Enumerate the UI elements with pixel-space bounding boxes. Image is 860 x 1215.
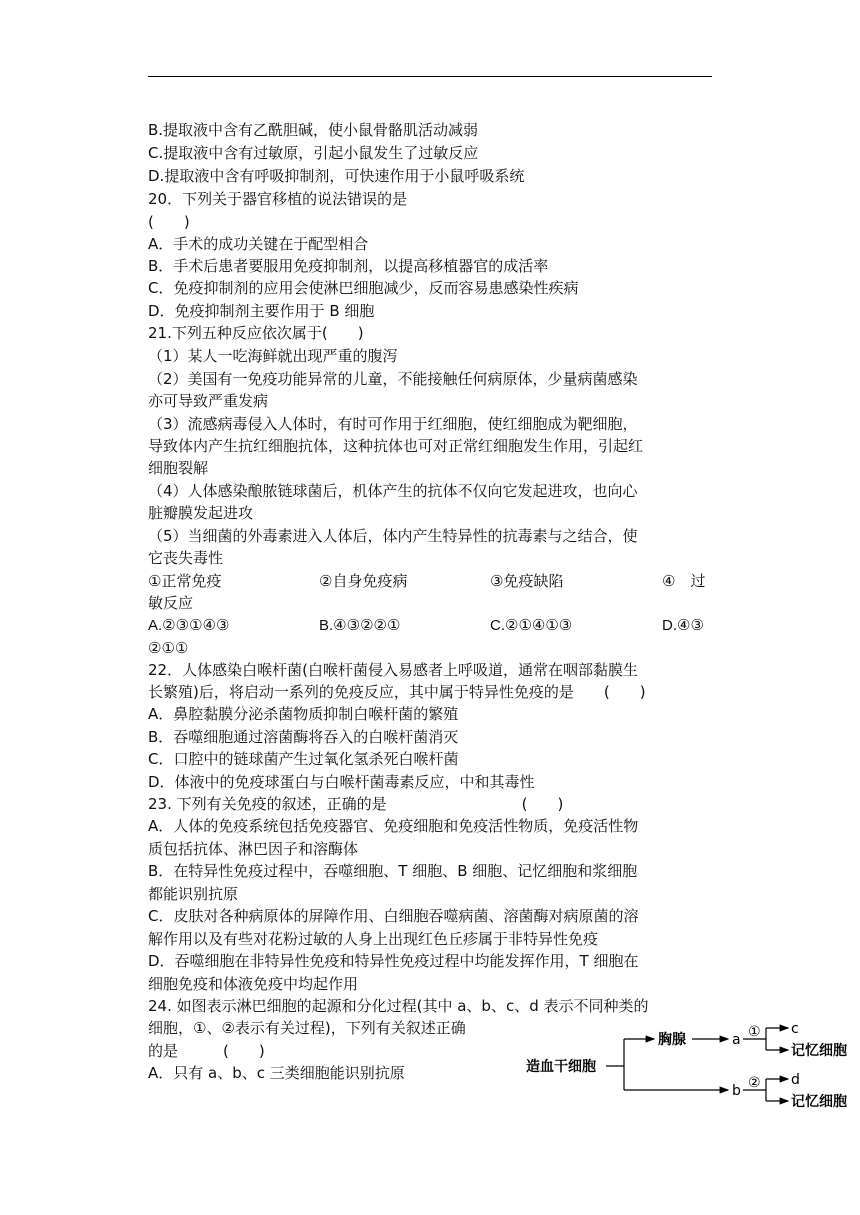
text-line: 细胞，①、②表示有关过程)，下列有关叙述正确 [148, 1019, 466, 1037]
q21-option-1: ①正常免疫 [148, 572, 222, 590]
text-line: 长繁殖)后，将启动一系列的免疫反应，其中属于特异性免疫的是 ( ) [148, 683, 646, 701]
text-line: （3）流感病毒侵入人体时，有时可作用于红细胞，使红细胞成为靶细胞， [148, 415, 638, 433]
text-line: 的是 ( ) [148, 1042, 265, 1060]
q21-answer-c: C.②①④①③ [490, 617, 573, 634]
text-line: D.提取液中含有呼吸抑制剂，可快速作用于小鼠呼吸系统 [148, 167, 525, 185]
text-line: C．免疫抑制剂的应用会使淋巴细胞减少，反而容易患感染性疾病 [148, 279, 579, 297]
text-line: D．吞噬细胞在非特异性免疫和特异性免疫过程中均能发挥作用，T 细胞在 [148, 952, 639, 970]
text-line: （2）美国有一免疫功能异常的儿童，不能接触任何病原体，少量病菌感染 [148, 370, 638, 388]
diagram-cell-d: d [791, 1072, 800, 1088]
text-line: ( ) [148, 213, 190, 231]
diagram-process-1: ① [748, 1024, 761, 1040]
text-line: D．免疫抑制剂主要作用于 B 细胞 [148, 302, 375, 320]
text-line: D．体液中的免疫球蛋白与白喉杆菌毒素反应，中和其毒性 [148, 773, 535, 791]
text-line: C．口腔中的链球菌产生过氧化氢杀死白喉杆菌 [148, 750, 459, 768]
text-line: A．手术的成功关键在于配型相合 [148, 235, 369, 253]
diagram-thymus: 胸腺 [658, 1032, 686, 1048]
diagram-source: 造血干细胞 [526, 1059, 596, 1075]
text-line: A．只有 a、b、c 三类细胞能识别抗原 [148, 1064, 405, 1082]
text-line: 22．人体感染白喉杆菌(白喉杆菌侵入易感者上呼吸道，通常在咽部黏膜生 [148, 661, 638, 679]
diagram-process-2: ② [748, 1075, 761, 1091]
text-line: ②①① [148, 639, 189, 657]
text-line: B.提取液中含有乙酰胆碱，使小鼠骨骼肌活动减弱 [148, 121, 479, 139]
q21-option-3: ③免疫缺陷 [490, 572, 564, 590]
diagram-cell-b: b [732, 1083, 741, 1099]
text-line: 亦可导致严重发病 [148, 392, 269, 410]
text-line: C.提取液中含有过敏原，引起小鼠发生了过敏反应 [148, 144, 479, 162]
text-line: 20．下列关于器官移植的说法错误的是 [148, 190, 408, 208]
diagram-cell-c: c [791, 1021, 799, 1037]
text-line: B．吞噬细胞通过溶菌酶将吞入的白喉杆菌消灭 [148, 728, 459, 746]
text-line: 细胞裂解 [148, 459, 209, 477]
diagram-memory-1: 记忆细胞 [791, 1043, 847, 1059]
text-line: 24. 如图表示淋巴细胞的起源和分化过程(其中 a、b、c、d 表示不同种类的 [148, 997, 649, 1015]
q21-answer-b: B.④③②②① [319, 617, 401, 634]
text-line: 脏瓣膜发起进攻 [148, 504, 254, 522]
q21-option-2: ②自身免疫病 [319, 572, 408, 590]
text-line: A．鼻腔黏膜分泌杀菌物质抑制白喉杆菌的繁殖 [148, 705, 459, 723]
text-line: （1）某人一吃海鲜就出现严重的腹泻 [148, 347, 398, 365]
text-line: （4）人体感染酿脓链球菌后，机体产生的抗体不仅向它发起进攻，也向心 [148, 482, 638, 500]
header-rule [148, 76, 712, 77]
diagram-cell-a: a [732, 1032, 741, 1048]
text-line: 细胞免疫和体液免疫中均起作用 [148, 975, 359, 993]
text-line: 敏反应 [148, 594, 194, 612]
text-line: 它丧失毒性 [148, 549, 224, 567]
text-line: C．皮肤对各种病原体的屏障作用、白细胞吞噬病菌、溶菌酶对病原菌的溶 [148, 907, 639, 925]
text-line: A．人体的免疫系统包括免疫器官、免疫细胞和免疫活性物质，免疫活性物 [148, 817, 639, 835]
q21-option-4: ④ 过 [662, 572, 706, 590]
lymphocyte-diagram [520, 1014, 860, 1114]
text-line: 23. 下列有关免疫的叙述，正确的是 ( ) [148, 795, 564, 813]
text-line: B．在特异性免疫过程中，吞噬细胞、T 细胞、B 细胞、记忆细胞和浆细胞 [148, 862, 638, 880]
diagram-memory-2: 记忆细胞 [791, 1094, 847, 1110]
text-line: 解作用以及有些对花粉过敏的人身上出现红色丘疹属于非特异性免疫 [148, 930, 599, 948]
text-line: 质包括抗体、淋巴因子和溶酶体 [148, 840, 359, 858]
text-line: （5）当细菌的外毒素进入人体后，体内产生特异性的抗毒素与之结合，使 [148, 527, 638, 545]
text-line: B．手术后患者要服用免疫抑制剂，以提高移植器官的成活率 [148, 257, 549, 275]
text-line: 21.下列五种反应依次属于( ) [148, 324, 364, 342]
text-line: 导致体内产生抗红细胞抗体，这种抗体也可对正常红细胞发生作用，引起红 [148, 437, 644, 455]
q21-answer-d: D.④③ [662, 617, 704, 634]
text-line: 都能识别抗原 [148, 885, 239, 903]
q21-answer-a: A.②③①④③ [148, 617, 230, 634]
